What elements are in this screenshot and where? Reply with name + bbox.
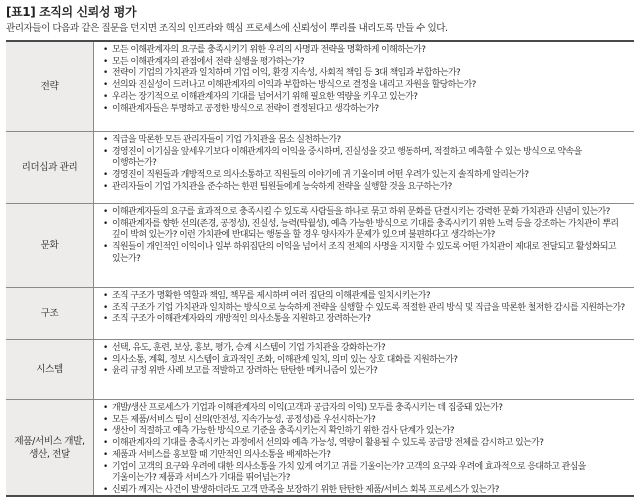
list-item: • 선택, 유도, 훈련, 보상, 홍보, 평가, 승계 시스템이 기업 가치관을 강화하는가? (102, 343, 626, 355)
table-row-product-service (6, 399, 634, 495)
category-cell: 구조 (6, 288, 94, 339)
list-item: • 제품과 서비스를 홍보할 때 기만적인 의사소통을 배제하는가? (102, 450, 626, 462)
list-item: • 윤리 규정 위반 사례 보고를 적발하고 장려하는 탄탄한 메커니즘이 있는가? (102, 366, 626, 378)
trust-assessment-table (6, 40, 634, 497)
list-item: • 모든 이해관계자의 관점에서 전략 실행을 평가하는가? (102, 57, 626, 69)
list-item: • 조직 구조가 기업 가치관과 일치하는 방식으로 능숙하게 전략을 실행할 수 있도록 적절한 관리 방식 및 직급을 막론한 철저한 감시를 지원하는가? (102, 303, 626, 315)
table-row-leadership (6, 131, 634, 203)
category-cell: 리더십과 관리 (6, 132, 94, 203)
table-row-culture (6, 203, 634, 287)
question-list (94, 204, 634, 287)
list-item: • 조직 구조가 명확한 역할과 책임, 책무를 제시하며 여러 집단의 이해관계를 일치시키는가? (102, 291, 626, 303)
table-row-structure (6, 287, 634, 339)
list-item: • 조직 구조가 이해관계자와의 개방적인 의사소통을 지원하고 장려하는가? (102, 314, 626, 326)
list-item: • 기업이 고객의 요구와 우려에 대한 의사소통을 가치 있게 여기고 귀를 기울이는가? 고객의 요구와 우려에 효과적으로 응대하고 관심을 기울이는가? 제품과 서비스가 기대를 뛰어넘는가? (102, 462, 626, 485)
list-item: • 개발/생산 프로세스가 기업과 이해관계자의 이익(고객과 공급자의 이익) 모두를 충족시키는 데 집중돼 있는가? (102, 403, 626, 415)
list-item: • 모든 제품/서비스 팀이 선의(안전성, 지속가능성, 공정성)를 우선시하는가? (102, 415, 626, 427)
question-list (94, 340, 634, 399)
list-item: • 우리는 장기적으로 이해관계자의 기대를 넘어서기 위해 필요한 역량을 키우고 있는가? (102, 92, 626, 104)
list-item: • 이해관계자를 향한 선의(존경, 공정성), 진실성, 능력(탁월성), 예측 가능한 방식으로 기대를 충족시키기 위한 노력 등을 강조하는 가치관이 뿌리 깊이 박혀 있는가? 이런 가치관에 반대되는 행동을 할 경우 양사자가 문제가 있으며 불편하다고 생각하는가? (102, 219, 626, 242)
table-subtitle: 관리자들이 다음과 같은 질문을 던지면 조직의 인프라와 핵심 프로세스에 신뢰성이 뿌리를 내리도록 만들 수 있다. (6, 23, 448, 34)
question-list (94, 132, 634, 203)
list-item: • 관리자들이 기업 가치관을 준수하는 한편 팀원들에게 능숙하게 전략을 실행할 것을 요구하는가? (102, 182, 626, 194)
list-item: • 전략이 기업의 가치관과 일치하며 기업 이익, 환경 지속성, 사회적 책임 등 3대 책임과 부합하는가? (102, 68, 626, 80)
question-list (94, 42, 634, 131)
question-list (94, 400, 634, 495)
category-cell: 문화 (6, 204, 94, 287)
question-list (94, 288, 634, 339)
list-item: • 직원들이 개인적인 이익이나 일부 하위집단의 이익을 넘어서 조직 전체의 사명을 지지할 수 있도록 어떤 가치관이 제대로 전달되고 활성화되고 있는가? (102, 242, 626, 265)
list-item: • 이해관계자들은 투명하고 공정한 방식으로 전략이 결정된다고 생각하는가? (102, 104, 626, 116)
list-item: • 생산이 적절하고 예측 가능한 방식으로 기준을 충족시키는지 확인하기 위한 검사 단계가 있는가? (102, 426, 626, 438)
list-item: • 선의와 진실성이 드러나고 이해관계자의 이익과 부합하는 방식으로 결정을 내리고 자원을 할당하는가? (102, 80, 626, 92)
list-item: • 직급을 막론한 모든 관리자들이 기업 가치관을 몸소 실천하는가? (102, 135, 626, 147)
category-cell: 시스템 (6, 340, 94, 399)
list-item: • 이해관계자들의 요구를 효과적으로 충족시킬 수 있도록 사람들을 하나로 묶고 하위 문화를 단결시키는 강력한 문화 가치관과 신념이 있는가? (102, 207, 626, 219)
category-cell: 전략 (6, 42, 94, 131)
list-item: • 신뢰가 깨지는 사건이 발생하더라도 고객 만족을 보장하기 위한 탄탄한 제품/서비스 회복 프로세스가 있는가? (102, 485, 626, 495)
list-item: • 경영진이 직원들과 개방적으로 의사소통하고 직원들의 이야기에 귀 기울이며 어떤 우려가 있는지 솔직하게 알리는가? (102, 170, 626, 182)
table-row-systems (6, 339, 634, 399)
list-item: • 이해관계자의 기대를 충족시키는 과정에서 선의와 예측 가능성, 역량이 활용될 수 있도록 공급망 전체를 감시하고 있는가? (102, 438, 626, 450)
table-title: [표1] 조직의 신뢰성 평가 (6, 5, 137, 19)
list-item: • 경영진이 이기심을 앞세우기보다 이해관계자의 이익을 중시하며, 진실성을 갖고 행동하며, 적절하고 예측할 수 있는 방식으로 약속을 이행하는가? (102, 147, 626, 170)
list-item: • 의사소통, 계획, 정보 시스템이 효과적인 조화, 이해관계 일치, 의미 있는 상호 대화를 지원하는가? (102, 355, 626, 367)
table-row-strategy (6, 42, 634, 131)
list-item: • 모든 이해관계자의 요구를 충족시키기 위한 우리의 사명과 전략을 명확하게 이해하는가? (102, 45, 626, 57)
category-cell: 제품/서비스 개발, 생산, 전달 (6, 400, 94, 495)
